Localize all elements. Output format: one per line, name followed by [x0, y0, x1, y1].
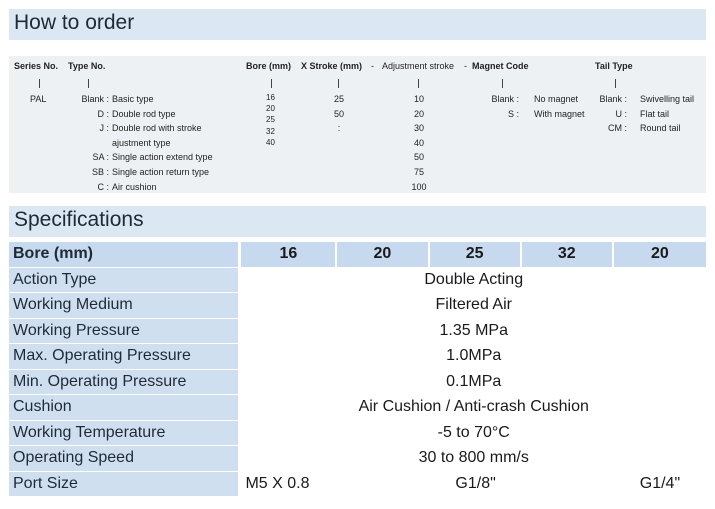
magnet-codes [477, 92, 519, 121]
row-value: 0.1MPa [241, 370, 706, 396]
order-code-panel [9, 56, 706, 193]
specifications-title: Specifications [14, 208, 144, 231]
adjust-value: 40 [413, 137, 424, 148]
row-label: Max. Operating Pressure [9, 344, 241, 370]
adjust-value: 20 [413, 108, 424, 119]
tail-code: Blank : [599, 94, 627, 104]
table-row [9, 395, 706, 421]
type-desc: Double rod with stroke [112, 123, 202, 134]
bore-column-last: 20 [614, 242, 706, 268]
table-row [9, 344, 706, 370]
tail-desc: Round tail [640, 123, 681, 134]
row-label: Working Temperature [9, 421, 241, 447]
row-value: Filtered Air [241, 293, 706, 319]
type-code: D : [97, 108, 109, 119]
type-desc: Air cushion [112, 181, 157, 192]
bore-column-16: 16 [241, 242, 337, 268]
bore-tick [271, 79, 272, 88]
table-row [9, 268, 706, 294]
how-to-order-title: How to order [14, 11, 135, 34]
adjust-tick [418, 79, 419, 88]
type-desc: Single action extend type [112, 152, 213, 163]
bore-value: 32 [266, 126, 275, 136]
tail-desc: Swivelling tail [640, 94, 695, 104]
series-tick [39, 79, 40, 88]
type-code [67, 136, 109, 151]
bore-values [266, 92, 275, 148]
type-code: SB : [91, 166, 109, 177]
row-label: Working Pressure [9, 319, 241, 345]
row-value: Air Cushion / Anti-crash Cushion [241, 395, 706, 421]
tail-codes [587, 92, 627, 136]
type-code: J : [99, 123, 109, 134]
type-code: C : [97, 181, 109, 192]
adjust-value: 30 [413, 123, 424, 134]
type-header: Type No. [68, 61, 106, 71]
row-label: Action Type [9, 268, 241, 294]
stroke-values [327, 92, 351, 136]
stroke-value: 25 [333, 94, 344, 104]
port-size-value: G1/8" [337, 472, 614, 498]
specifications-header [9, 206, 706, 237]
separator-2: - [464, 61, 467, 71]
row-label: Working Medium [9, 293, 241, 319]
series-value: PAL [30, 94, 47, 104]
adjust-header: Adjustment stroke [382, 61, 455, 71]
tail-code: CM : [608, 123, 627, 134]
stroke-value: : [337, 123, 341, 134]
stroke-value: 50 [333, 108, 344, 119]
magnet-descriptions [534, 92, 585, 121]
type-desc: Single action return type [112, 166, 210, 177]
row-value: 1.35 MPa [241, 319, 706, 345]
magnet-header: Magnet Code [472, 61, 529, 71]
table-row [9, 370, 706, 396]
magnet-tick [502, 79, 503, 88]
bore-column-32: 32 [522, 242, 614, 268]
bore-column-25: 25 [430, 242, 522, 268]
tail-code: U : [615, 108, 627, 119]
magnet-desc: No magnet [534, 94, 579, 104]
bore-value: 16 [266, 93, 275, 102]
table-row [9, 446, 706, 472]
how-to-order-header [9, 9, 706, 40]
type-desc: Double rod type [112, 108, 176, 119]
magnet-desc: With magnet [534, 108, 585, 119]
series-header: Series No. [14, 61, 59, 71]
tail-descriptions [640, 92, 694, 136]
specifications-table [9, 242, 706, 497]
bore-value: 40 [266, 137, 275, 147]
port-size-label: Port Size [9, 472, 241, 498]
tail-desc: Flat tail [640, 108, 670, 119]
type-tick [88, 79, 89, 88]
table-row [9, 421, 706, 447]
adjust-value: 75 [413, 166, 424, 177]
bore-value: 20 [266, 104, 275, 114]
type-codes [67, 92, 109, 194]
port-size-value: G1/4" [614, 472, 706, 498]
adjust-values [405, 92, 433, 194]
bore-header: Bore (mm) [246, 61, 292, 71]
row-label: Min. Operating Pressure [9, 370, 241, 396]
type-code: SA : [92, 152, 109, 163]
row-value: 1.0MPa [241, 344, 706, 370]
row-label: Operating Speed [9, 446, 241, 472]
row-label: Cushion [9, 395, 241, 421]
row-value: -5 to 70°C [241, 421, 706, 447]
stroke-tick [338, 79, 339, 88]
adjust-value: 50 [413, 152, 424, 163]
type-desc: Basic type [112, 94, 154, 104]
row-value: Double Acting [241, 268, 706, 294]
port-size-value: M5 X 0.8 [241, 472, 337, 498]
adjust-value: 100 [411, 181, 427, 192]
table-row [9, 293, 706, 319]
bore-value: 25 [266, 115, 275, 125]
separator-1: - [371, 61, 374, 71]
port-size-row [9, 472, 706, 498]
bore-label: Bore (mm) [9, 242, 241, 268]
tail-tick [615, 79, 616, 88]
type-code: Blank : [81, 94, 109, 104]
stroke-header: X Stroke (mm) [301, 61, 363, 71]
row-value: 30 to 800 mm/s [241, 446, 706, 472]
magnet-code: S : [507, 108, 519, 119]
bore-column-20: 20 [337, 242, 429, 268]
type-desc: ajustment type [112, 137, 171, 148]
adjust-value: 10 [413, 94, 424, 104]
magnet-code: Blank : [491, 94, 519, 104]
type-descriptions [112, 92, 213, 194]
table-header-row [9, 242, 706, 268]
table-row [9, 319, 706, 345]
tail-header: Tail Type [595, 61, 633, 71]
